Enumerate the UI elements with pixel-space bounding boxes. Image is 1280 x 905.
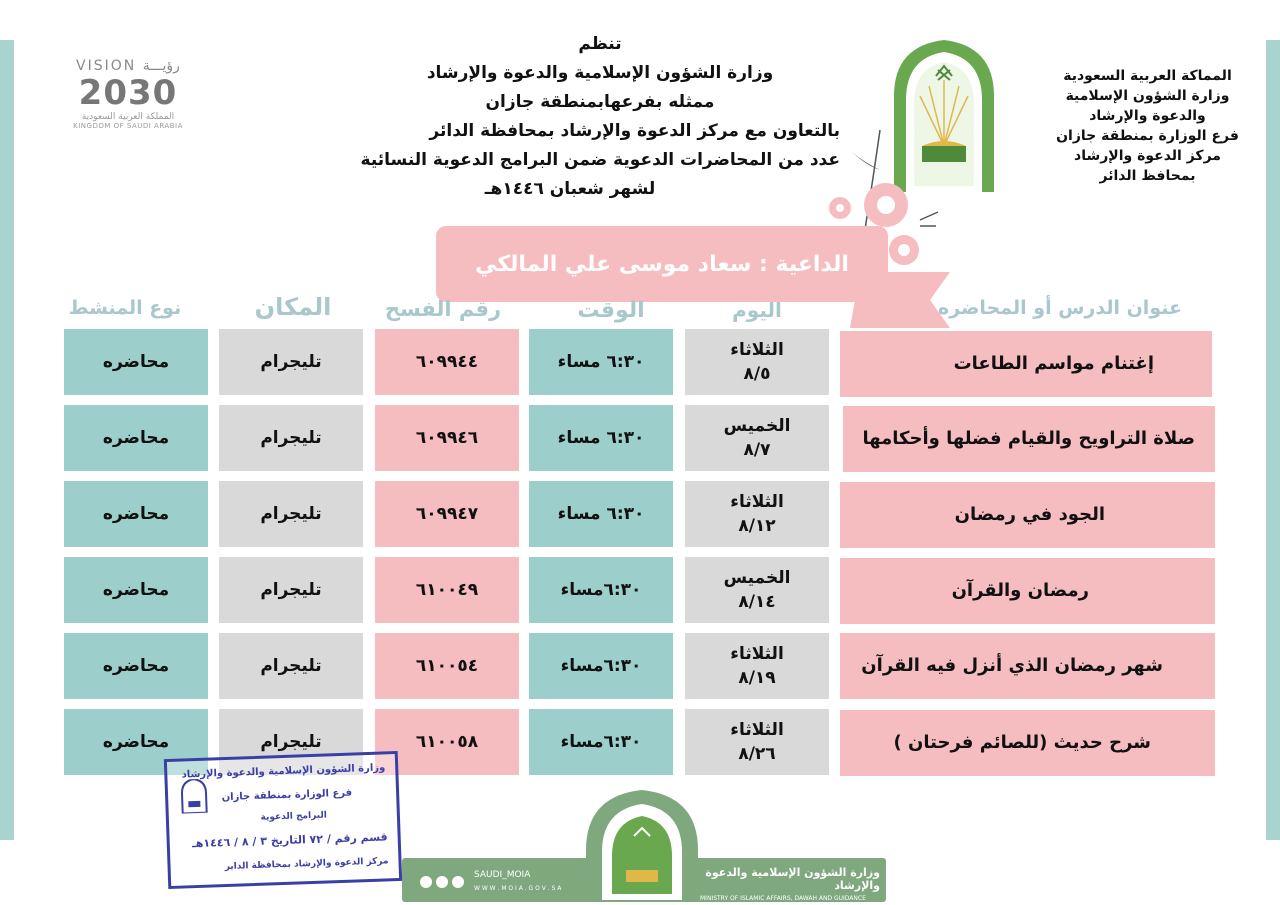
footer-social-icons bbox=[420, 876, 464, 888]
official-stamp bbox=[164, 751, 402, 889]
footer-ministry bbox=[700, 866, 880, 905]
stamp-line: فرع الوزارة بمنطقة جازان bbox=[221, 787, 353, 804]
cell-day bbox=[685, 557, 829, 623]
cell-day-name: الثلاثاء bbox=[730, 340, 784, 360]
cell-place: تليجرام bbox=[219, 405, 363, 471]
header-organizes: تنظم bbox=[578, 34, 622, 54]
instagram-icon[interactable] bbox=[420, 876, 432, 888]
vision-year: 2030 bbox=[78, 73, 178, 113]
footer-ministry-en: MINISTRY OF ISLAMIC AFFAIRS, DAWAH AND GUIDANCE bbox=[700, 895, 866, 902]
stamp-line: وزارة الشؤون الإسلامية والدعوة والإرشاد bbox=[181, 762, 386, 781]
cell-room: ٦١٠٠٥٤ bbox=[375, 633, 519, 699]
header-center bbox=[360, 30, 840, 204]
cell-day-date: ٨/١٤ bbox=[738, 592, 776, 612]
header-right-line: فرع الوزارة بمنطقة جازان bbox=[1056, 128, 1239, 144]
col-head-day: اليوم bbox=[732, 298, 782, 322]
footer-ministry-ar: وزارة الشؤون الإسلامية والدعوة والإرشاد bbox=[705, 866, 880, 892]
cell-day-date: ٨/٢٦ bbox=[738, 744, 776, 764]
cell-day bbox=[685, 633, 829, 699]
cell-title: رمضان والقرآن bbox=[840, 558, 1215, 624]
header-right-line: مركز الدعوة والإرشاد bbox=[1074, 148, 1221, 164]
vision-top: VISION رؤيـــة bbox=[76, 58, 180, 74]
left-border-bar bbox=[0, 40, 14, 840]
cell-day bbox=[685, 709, 829, 775]
header-represented: ممثله بفرعهابمنطقة جازان bbox=[485, 92, 715, 112]
cell-day-name: الثلاثاء bbox=[730, 492, 784, 512]
footer-website[interactable]: W W W . M O I A . G O V . S A bbox=[474, 885, 562, 892]
cell-title: صلاة التراويح والقيام فضلها وأحكامها bbox=[843, 406, 1215, 472]
cell-title: إغتنام مواسم الطاعات bbox=[840, 331, 1212, 397]
cell-title: الجود في رمضان bbox=[840, 482, 1215, 548]
header-right-line: بمحافظ الدائر bbox=[1099, 168, 1196, 184]
cell-time: ٦:٣٠ مساء bbox=[529, 481, 673, 547]
cell-day-name: الخميس bbox=[723, 416, 791, 436]
vision-arabic: المملكة العربية السعودية bbox=[81, 112, 175, 122]
col-head-title: عنوان الدرس أو المحاضره bbox=[938, 297, 1182, 319]
cell-day-name: الخميس bbox=[723, 568, 791, 588]
col-head-place: المكان bbox=[254, 293, 332, 321]
cell-place: تليجرام bbox=[219, 329, 363, 395]
header-ministry: وزارة الشؤون الإسلامية والدعوة والإرشاد bbox=[426, 63, 774, 83]
footer-handle[interactable]: SAUDI_MOIA bbox=[474, 870, 531, 880]
cell-day bbox=[685, 405, 829, 471]
cell-type: محاضره bbox=[64, 481, 208, 547]
cell-room: ٦٠٩٩٤٤ bbox=[375, 329, 519, 395]
cell-time: ٦:٣٠مساء bbox=[529, 709, 673, 775]
col-head-time: الوقت bbox=[577, 298, 645, 323]
footer-contact bbox=[474, 868, 584, 896]
cell-type: محاضره bbox=[64, 329, 208, 395]
stamp-logo-icon bbox=[180, 779, 209, 814]
cell-day-name: الثلاثاء bbox=[730, 644, 784, 664]
header-cooperation: بالتعاون مع مركز الدعوة والإرشاد بمحافظة الدائر bbox=[429, 121, 840, 141]
header-right-line: المماكة العربية السعودية bbox=[1063, 68, 1232, 84]
cell-day-date: ٨/٧ bbox=[743, 440, 771, 460]
cell-day-date: ٨/١٢ bbox=[738, 516, 776, 536]
cell-day-date: ٨/٥ bbox=[743, 364, 771, 384]
cell-title: شهر رمضان الذي أنزل فيه القرآن bbox=[840, 633, 1215, 699]
header-right bbox=[1045, 66, 1250, 186]
col-head-room-number: رقم الفسح bbox=[384, 297, 502, 321]
cell-day-name: الثلاثاء bbox=[730, 720, 784, 740]
cell-day bbox=[685, 329, 829, 395]
header-month: لشهر شعبان ١٤٤٦هـ bbox=[484, 179, 656, 199]
cell-place: تليجرام bbox=[219, 633, 363, 699]
cell-place: تليجرام bbox=[219, 481, 363, 547]
cell-time: ٦:٣٠مساء bbox=[529, 557, 673, 623]
cell-time: ٦:٣٠ مساء bbox=[529, 405, 673, 471]
cell-day bbox=[685, 481, 829, 547]
stamp-line: قسم رقم / ٧٢ التاريخ ٣ / ٨ / ١٤٤٦هـ bbox=[191, 830, 388, 851]
cell-type: محاضره bbox=[64, 709, 208, 775]
stamp-line: مركز الدعوة والإرشاد بمحافظة الداير bbox=[224, 856, 389, 873]
cell-place: تليجرام bbox=[219, 709, 363, 775]
vision-english: KINGDOM OF SAUDI ARABIA bbox=[73, 122, 183, 130]
cell-title: شرح حديث (للصائم فرحتان ) bbox=[840, 710, 1215, 776]
preacher-banner: الداعية : سعاد موسى علي المالكي bbox=[436, 226, 888, 302]
twitter-icon[interactable] bbox=[436, 876, 448, 888]
cell-day-date: ٨/١٩ bbox=[738, 668, 776, 688]
moia-footer-logo-icon bbox=[586, 790, 698, 900]
cell-type: محاضره bbox=[64, 557, 208, 623]
header-description: عدد من المحاضرات الدعوية ضمن البرامج الدعوية النسائية bbox=[360, 150, 840, 170]
right-border-bar bbox=[1266, 40, 1280, 840]
cell-place: تليجرام bbox=[219, 557, 363, 623]
cell-time: ٦:٣٠مساء bbox=[529, 633, 673, 699]
cell-room: ٦٠٩٩٤٦ bbox=[375, 405, 519, 471]
header-right-line: والدعوة والإرشاد bbox=[1089, 108, 1206, 124]
cell-room: ٦١٠٠٤٩ bbox=[375, 557, 519, 623]
facebook-icon[interactable] bbox=[452, 876, 464, 888]
cell-time: ٦:٣٠ مساء bbox=[529, 329, 673, 395]
cell-type: محاضره bbox=[64, 405, 208, 471]
cell-room: ٦١٠٠٥٨ bbox=[375, 709, 519, 775]
stamp-line: البرامج الدعوية bbox=[260, 810, 328, 823]
cell-type: محاضره bbox=[64, 633, 208, 699]
col-head-activity-type: نوع المنشط bbox=[68, 297, 182, 319]
vision-2030-logo bbox=[58, 58, 198, 130]
header-right-line: وزارة الشؤون الإسلامية bbox=[1065, 88, 1230, 104]
cell-room: ٦٠٩٩٤٧ bbox=[375, 481, 519, 547]
